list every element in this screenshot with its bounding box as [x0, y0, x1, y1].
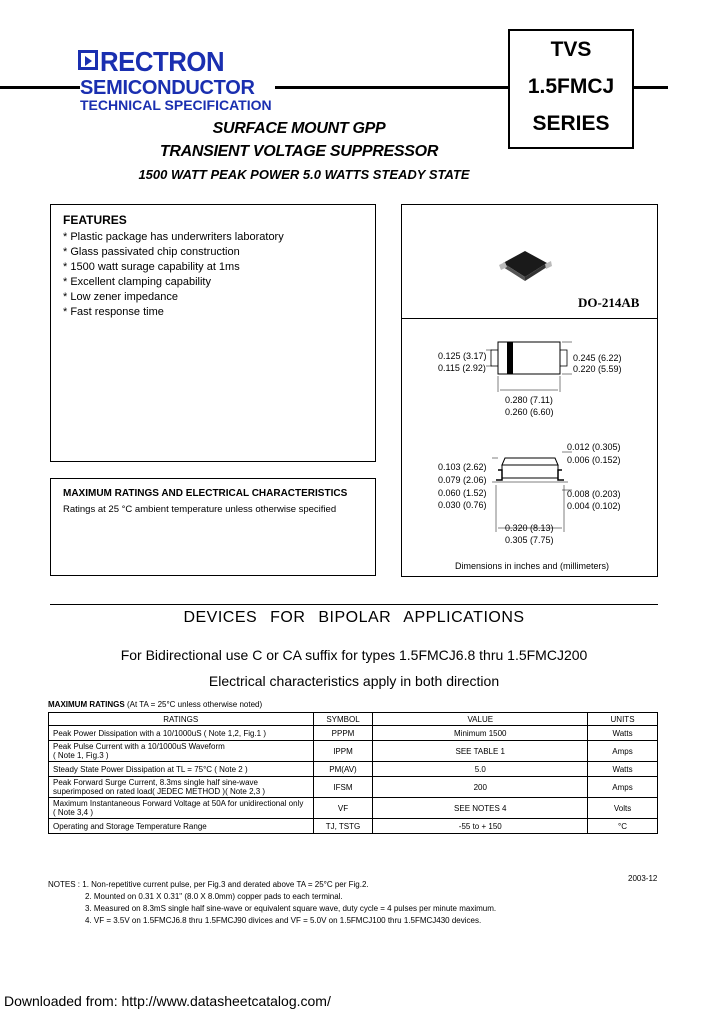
product-title-2: TRANSIENT VOLTAGE SUPPRESSOR [159, 143, 439, 160]
cell-value: -55 to + 150 [373, 819, 588, 834]
ratings-subtitle: Ratings at 25 °C ambient temperature unless otherwise specified [63, 504, 337, 515]
max-ratings-table [48, 712, 658, 834]
cell-unit: °C [588, 819, 658, 834]
feature-item: * Fast response time [63, 306, 164, 318]
dim-label: 0.245 (6.22) [573, 353, 622, 363]
dim-label: 0.260 (6.60) [505, 407, 554, 417]
col-header: SYMBOL [313, 713, 373, 726]
cell-unit: Watts [588, 726, 658, 741]
download-source-link[interactable]: Downloaded from: http://www.datasheetcatalog.com/ [4, 993, 331, 1009]
ratings-title: MAXIMUM RATINGS AND ELECTRICAL CHARACTERISTICS [63, 488, 348, 499]
dim-label: 0.103 (2.62) [438, 462, 487, 472]
cell-value: 200 [373, 777, 588, 798]
col-header: RATINGS [49, 713, 314, 726]
cell-rating: Peak Forward Surge Current, 8.3ms single half sine-wave superimposed on rated load( JEDEC METHOD )( Note 2,3 ) [49, 777, 314, 798]
cell-unit: Amps [588, 741, 658, 762]
cell-rating: Operating and Storage Temperature Range [49, 819, 314, 834]
header-rule-left [0, 86, 80, 89]
cell-rating: Peak Pulse Current with a 10/1000uS Waveform ( Note 1, Fig.3 ) [49, 741, 314, 762]
features-title: FEATURES [63, 213, 127, 227]
dim-label: 0.060 (1.52) [438, 488, 487, 498]
series-line-3: SERIES [532, 112, 610, 135]
cell-value: 5.0 [373, 762, 588, 777]
note-item: 2. Mounted on 0.31 X 0.31" (8.0 X 8.0mm) copper pads to each terminal. [85, 892, 343, 901]
package-name: DO-214AB [578, 295, 640, 310]
dim-label: 0.115 (2.92) [438, 363, 486, 373]
cell-symbol: IFSM [313, 777, 373, 798]
table-row [49, 726, 658, 741]
dim-label: 0.305 (7.75) [505, 535, 554, 545]
cell-rating: Maximum Instantaneous Forward Voltage at 50A for unidirectional only ( Note 3,4 ) [49, 798, 314, 819]
dim-label: 0.125 (3.17) [438, 351, 487, 361]
dim-label: 0.004 (0.102) [567, 501, 621, 511]
rectron-logo-icon [78, 50, 98, 70]
notes-block [48, 879, 496, 927]
table-row [49, 741, 658, 762]
series-line-1: TVS [550, 38, 592, 61]
feature-item: * Plastic package has underwriters laboratory [63, 231, 284, 243]
series-line-2: 1.5FMCJ [527, 75, 615, 98]
header-rule-right [634, 86, 668, 89]
table-row [49, 762, 658, 777]
table-row [49, 777, 658, 798]
dim-label: 0.030 (0.76) [438, 500, 487, 510]
dim-label: 0.079 (2.06) [438, 475, 487, 485]
cell-rating: Peak Power Dissipation with a 10/1000uS ( Note 1,2, Fig.1 ) [49, 726, 314, 741]
bipolar-note-2: Electrical characteristics apply in both direction [208, 673, 500, 689]
feature-item: * Excellent clamping capability [63, 276, 211, 288]
package-divider [401, 318, 658, 319]
note-item: 3. Measured on 8.3mS single half sine-wave or equivalent square wave, duty cycle = 4 pulses per minute maximum. [85, 904, 497, 913]
cell-value: SEE TABLE 1 [373, 741, 588, 762]
cell-value: Minimum 1500 [373, 726, 588, 741]
product-title-1: SURFACE MOUNT GPP [212, 120, 386, 137]
dim-label: 0.280 (7.11) [505, 395, 553, 405]
max-ratings-label: MAXIMUM RATINGS (At TA = 25°C unless otherwise noted) [48, 700, 263, 709]
cell-symbol: PM(AV) [313, 762, 373, 777]
cell-symbol: TJ, TSTG [313, 819, 373, 834]
col-header: UNITS [588, 713, 658, 726]
table-row [49, 819, 658, 834]
bipolar-title: DEVICES FOR BIPOLAR APPLICATIONS [183, 609, 525, 626]
doc-type: TECHNICAL SPECIFICATION [80, 97, 272, 113]
dim-label: 0.006 (0.152) [567, 455, 621, 465]
bipolar-note-1: For Bidirectional use C or CA suffix for types 1.5FMCJ6.8 thru 1.5FMCJ200 [120, 647, 588, 663]
cell-unit: Volts [588, 798, 658, 819]
feature-item: * Low zener impedance [63, 291, 178, 303]
table-row [49, 798, 658, 819]
features-list [63, 230, 284, 320]
feature-item: * Glass passivated chip construction [63, 246, 240, 258]
cell-symbol: IPPM [313, 741, 373, 762]
company-name: SEMICONDUCTOR [80, 77, 255, 99]
dim-label: 0.220 (5.59) [573, 364, 622, 374]
cell-value: SEE NOTES 4 [373, 798, 588, 819]
brand-name: RECTRON [100, 46, 225, 77]
cell-unit: Amps [588, 777, 658, 798]
header-rule-mid [275, 86, 508, 89]
dim-label: 0.012 (0.305) [567, 442, 621, 452]
dim-label: 0.008 (0.203) [567, 489, 621, 499]
cell-unit: Watts [588, 762, 658, 777]
col-header: VALUE [373, 713, 588, 726]
table-header-row [49, 713, 658, 726]
package-photo-icon [495, 245, 555, 285]
cell-rating: Steady State Power Dissipation at TL = 75°C ( Note 2 ) [49, 762, 314, 777]
dim-caption: Dimensions in inches and (millimeters) [455, 561, 610, 571]
product-title-3: 1500 WATT PEAK POWER 5.0 WATTS STEADY STATE [138, 167, 470, 182]
cell-symbol: VF [313, 798, 373, 819]
dim-label: 0.320 (8.13) [505, 523, 554, 533]
notes-label: NOTES : [48, 880, 81, 889]
revision-date: 2003-12 [628, 874, 658, 883]
note-item: 4. VF = 3.5V on 1.5FMCJ6.8 thru 1.5FMCJ90 divices and VF = 5.0V on 1.5FMCJ100 thru 1.5FMCJ430 devices. [85, 916, 482, 925]
cell-symbol: PPPM [313, 726, 373, 741]
section-divider [50, 604, 658, 605]
feature-item: * 1500 watt surage capability at 1ms [63, 261, 240, 273]
note-item: 1. Non-repetitive current pulse, per Fig.3 and derated above TA = 25°C per Fig.2. [82, 880, 369, 889]
